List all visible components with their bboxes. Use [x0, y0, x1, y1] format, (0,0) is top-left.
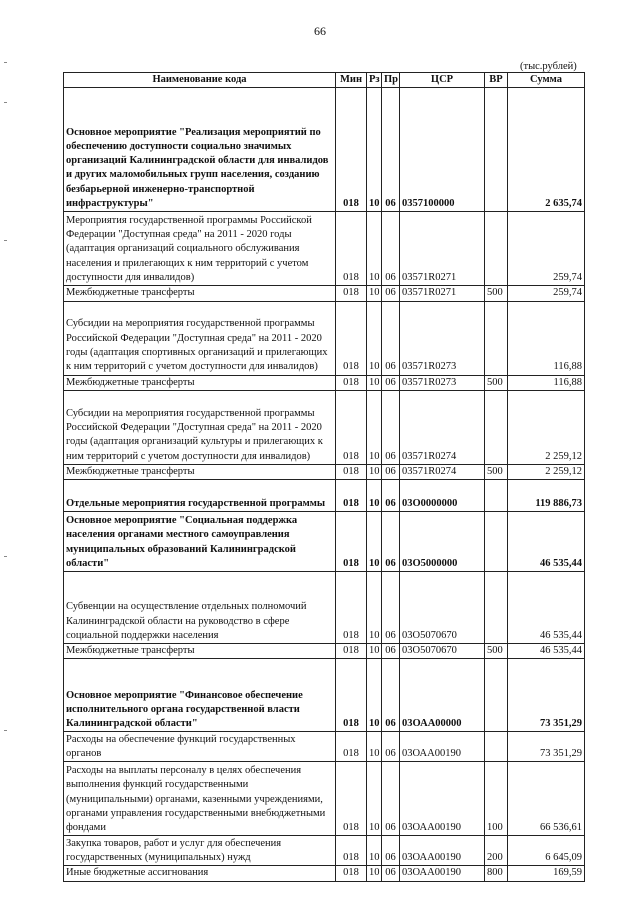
- cell-name: Субвенции на осуществление отдельных полномочий Калининградской области на руководство в сфере социальной поддержки населения: [64, 572, 336, 644]
- cell-sum: 73 351,29: [508, 732, 585, 762]
- cell-pr: 06: [382, 390, 400, 464]
- cell-csr: 03ОАА00190: [400, 732, 485, 762]
- cell-rz: 10: [367, 286, 382, 301]
- cell-pr: 06: [382, 836, 400, 866]
- margin-mark: [4, 556, 7, 557]
- margin-mark: [4, 240, 7, 241]
- cell-pr: 06: [382, 572, 400, 644]
- cell-vr: 100: [485, 762, 508, 836]
- cell-pr: 06: [382, 762, 400, 836]
- cell-csr: 0357100000: [400, 88, 485, 212]
- cell-min: 018: [336, 286, 367, 301]
- cell-name: Субсидии на мероприятия государственной программы Российской Федерации "Доступная среда" на 2011 - 2020 годы (адаптация спортивных организаций и прилегающих к ним территорий с учетом доступности для инвалидов): [64, 301, 336, 375]
- cell-rz: 10: [367, 512, 382, 572]
- header-rz: Рз: [367, 73, 382, 88]
- cell-csr: 03ОАА00190: [400, 836, 485, 866]
- cell-sum: 119 886,73: [508, 480, 585, 512]
- cell-pr: 06: [382, 480, 400, 512]
- margin-mark: [4, 730, 7, 731]
- cell-name: Субсидии на мероприятия государственной программы Российской Федерации "Доступная среда" на 2011 - 2020 годы (адаптация организаций культуры и прилегающих к ним территорий с учетом доступности для инвалидов): [64, 390, 336, 464]
- cell-name: Межбюджетные трансферты: [64, 644, 336, 659]
- cell-csr: 03О0000000: [400, 480, 485, 512]
- table-row: [64, 464, 585, 479]
- cell-csr: 03571R0271: [400, 286, 485, 301]
- cell-csr: 03571R0274: [400, 464, 485, 479]
- cell-csr: 03571R0274: [400, 390, 485, 464]
- cell-csr: 03ОАА00000: [400, 659, 485, 732]
- table-row: [64, 301, 585, 375]
- cell-rz: 10: [367, 732, 382, 762]
- cell-min: 018: [336, 512, 367, 572]
- cell-min: 018: [336, 375, 367, 390]
- header-sum: Сумма: [508, 73, 585, 88]
- table-row: [64, 836, 585, 866]
- cell-vr: 800: [485, 866, 508, 881]
- header-vr: ВР: [485, 73, 508, 88]
- cell-rz: 10: [367, 464, 382, 479]
- cell-name: Основное мероприятие "Финансовое обеспечение исполнительного органа государственной власти Калининградской области": [64, 659, 336, 732]
- table-row: [64, 480, 585, 512]
- cell-sum: 46 535,44: [508, 644, 585, 659]
- cell-min: 018: [336, 301, 367, 375]
- table-row: [64, 644, 585, 659]
- cell-name: Мероприятия государственной программы Российской Федерации "Доступная среда" на 2011 - 2020 годы (адаптация организаций социального обслуживания населения и прилегающих к ним территорий с учетом доступности для инвалидов): [64, 212, 336, 286]
- cell-pr: 06: [382, 644, 400, 659]
- cell-vr: [485, 659, 508, 732]
- table-row: [64, 512, 585, 572]
- table-row: [64, 212, 585, 286]
- cell-sum: 2 259,12: [508, 390, 585, 464]
- budget-table: [63, 72, 585, 882]
- table-row: [64, 88, 585, 212]
- cell-vr: [485, 88, 508, 212]
- cell-sum: 66 536,61: [508, 762, 585, 836]
- cell-rz: 10: [367, 301, 382, 375]
- cell-rz: 10: [367, 572, 382, 644]
- cell-sum: 46 535,44: [508, 512, 585, 572]
- cell-csr: 03571R0273: [400, 301, 485, 375]
- cell-min: 018: [336, 732, 367, 762]
- table-row: [64, 572, 585, 644]
- margin-mark: [4, 102, 7, 103]
- cell-min: 018: [336, 390, 367, 464]
- cell-vr: [485, 212, 508, 286]
- cell-name: Расходы на выплаты персоналу в целях обеспечения выполнения функций государственными (муниципальными) органами, казенными учреждениями, органами управления государственными внебюджетными фондами: [64, 762, 336, 836]
- cell-sum: 259,74: [508, 286, 585, 301]
- cell-min: 018: [336, 659, 367, 732]
- cell-pr: 06: [382, 212, 400, 286]
- cell-rz: 10: [367, 836, 382, 866]
- cell-name: Закупка товаров, работ и услуг для обеспечения государственных (муниципальных) нужд: [64, 836, 336, 866]
- cell-csr: 03571R0273: [400, 375, 485, 390]
- cell-rz: 10: [367, 659, 382, 732]
- cell-min: 018: [336, 644, 367, 659]
- header-pr: Пр: [382, 73, 400, 88]
- cell-rz: 10: [367, 390, 382, 464]
- cell-vr: [485, 512, 508, 572]
- header-csr: ЦСР: [400, 73, 485, 88]
- table-row: [64, 659, 585, 732]
- cell-pr: 06: [382, 512, 400, 572]
- cell-sum: 169,59: [508, 866, 585, 881]
- cell-pr: 06: [382, 659, 400, 732]
- cell-pr: 06: [382, 286, 400, 301]
- cell-pr: 06: [382, 375, 400, 390]
- cell-pr: 06: [382, 732, 400, 762]
- cell-vr: [485, 572, 508, 644]
- cell-vr: [485, 301, 508, 375]
- cell-min: 018: [336, 836, 367, 866]
- header-name: Наименование кода: [64, 73, 336, 88]
- cell-min: 018: [336, 212, 367, 286]
- cell-rz: 10: [367, 644, 382, 659]
- cell-vr: [485, 480, 508, 512]
- cell-name: Иные бюджетные ассигнования: [64, 866, 336, 881]
- cell-rz: 10: [367, 212, 382, 286]
- cell-name: Межбюджетные трансферты: [64, 464, 336, 479]
- cell-csr: 03О5000000: [400, 512, 485, 572]
- cell-vr: 500: [485, 375, 508, 390]
- cell-min: 018: [336, 866, 367, 881]
- cell-min: 018: [336, 762, 367, 836]
- cell-pr: 06: [382, 464, 400, 479]
- cell-sum: 6 645,09: [508, 836, 585, 866]
- cell-vr: 500: [485, 286, 508, 301]
- cell-sum: 2 635,74: [508, 88, 585, 212]
- cell-sum: 116,88: [508, 375, 585, 390]
- cell-rz: 10: [367, 480, 382, 512]
- cell-vr: [485, 390, 508, 464]
- cell-rz: 10: [367, 762, 382, 836]
- cell-pr: 06: [382, 301, 400, 375]
- header-row: [64, 73, 585, 88]
- cell-vr: 500: [485, 644, 508, 659]
- cell-rz: 10: [367, 88, 382, 212]
- cell-name: Расходы на обеспечение функций государственных органов: [64, 732, 336, 762]
- cell-min: 018: [336, 572, 367, 644]
- cell-csr: 03О5070670: [400, 644, 485, 659]
- cell-vr: [485, 732, 508, 762]
- cell-name: Основное мероприятие "Социальная поддержка населения органами местного самоуправления муниципальных образований Калининградской области": [64, 512, 336, 572]
- cell-csr: 03571R0271: [400, 212, 485, 286]
- cell-name: Межбюджетные трансферты: [64, 286, 336, 301]
- cell-csr: 03О5070670: [400, 572, 485, 644]
- cell-pr: 06: [382, 88, 400, 212]
- cell-name: Основное мероприятие "Реализация мероприятий по обеспечению доступности социально значимых организаций Калининградской области для инвалидов и других маломобильных групп населения, созданию безбарьерной инженерно-транспортной инфраструктуры": [64, 88, 336, 212]
- cell-vr: 500: [485, 464, 508, 479]
- page-number: 66: [314, 24, 326, 38]
- cell-min: 018: [336, 88, 367, 212]
- cell-sum: 259,74: [508, 212, 585, 286]
- table-row: [64, 390, 585, 464]
- cell-csr: 03ОАА00190: [400, 866, 485, 881]
- cell-name: Отдельные мероприятия государственной программы: [64, 480, 336, 512]
- header-min: Мин: [336, 73, 367, 88]
- cell-vr: 200: [485, 836, 508, 866]
- table-row: [64, 762, 585, 836]
- cell-sum: 46 535,44: [508, 572, 585, 644]
- table-row: [64, 866, 585, 881]
- cell-name: Межбюджетные трансферты: [64, 375, 336, 390]
- cell-csr: 03ОАА00190: [400, 762, 485, 836]
- units-label: (тыс.рублей): [520, 61, 577, 72]
- cell-sum: 116,88: [508, 301, 585, 375]
- cell-min: 018: [336, 480, 367, 512]
- cell-rz: 10: [367, 866, 382, 881]
- cell-min: 018: [336, 464, 367, 479]
- table-row: [64, 286, 585, 301]
- cell-rz: 10: [367, 375, 382, 390]
- margin-mark: [4, 62, 7, 63]
- cell-sum: 2 259,12: [508, 464, 585, 479]
- cell-pr: 06: [382, 866, 400, 881]
- table-row: [64, 732, 585, 762]
- table-row: [64, 375, 585, 390]
- cell-sum: 73 351,29: [508, 659, 585, 732]
